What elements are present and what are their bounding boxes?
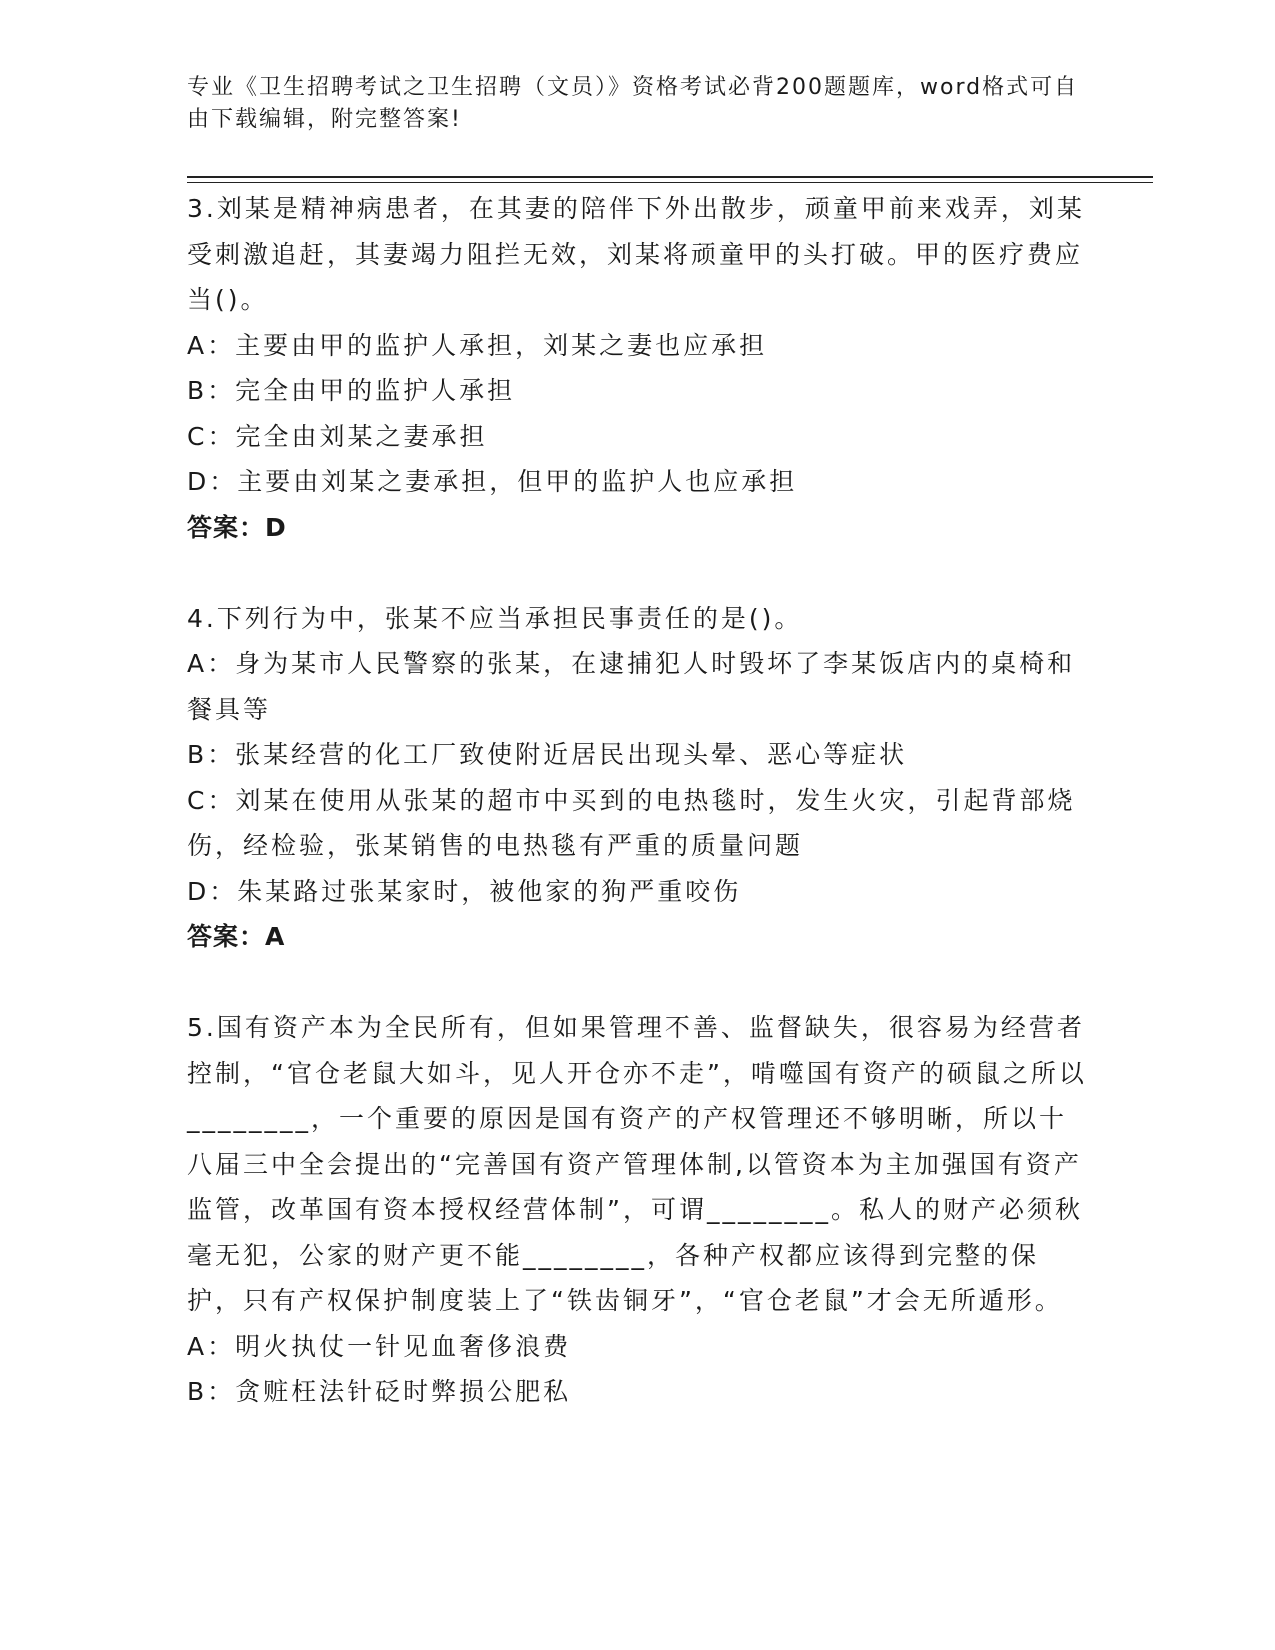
question-stem: 5.国有资产本为全民所有，但如果管理不善、监督缺失，很容易为经营者控制，“官仓老鼠大如斗，见人开仓亦不走”，啃噬国有资产的硕鼠之所以________，一个重要的原因是国有资产的产权管理还不够明晰，所以十八届三中全会提出的“完善国有资产管理体制,以管资本为主加强国有资产监管，改革国有资本授权经营体制”，可谓________。私人的财产必须秋毫无犯，公家的财产更不能________，各种产权都应该得到完整的保护，只有产权保护制度装上了“铁齿铜牙”，“官仓老鼠”才会无所遁形。 xyxy=(187,1013,1087,1315)
header-rule-thin xyxy=(187,182,1153,183)
option-a: A：主要由甲的监护人承担，刘某之妻也应承担 xyxy=(187,330,768,360)
header-rule-thick xyxy=(187,176,1153,178)
question-stem: 4.下列行为中，张某不应当承担民事责任的是()。 xyxy=(187,603,803,633)
option-c: C：完全由刘某之妻承担 xyxy=(187,421,488,451)
answer-line: 答案：A xyxy=(187,922,286,951)
question-list xyxy=(187,186,1087,1415)
option-d: D：主要由刘某之妻承担，但甲的监护人也应承担 xyxy=(187,467,798,496)
option-b: B：张某经营的化工厂致使附近居民出现头晕、恶心等症状 xyxy=(187,740,908,769)
page-header: 专业《卫生招聘考试之卫生招聘（文员）》资格考试必背200题题库，word格式可自由下载编辑，附完整答案! xyxy=(187,75,1079,132)
option-d: D：朱某路过张某家时，被他家的狗严重咬伤 xyxy=(187,876,742,906)
question-4 xyxy=(187,596,1087,960)
option-a: A：明火执仗一针见血奢侈浪费 xyxy=(187,1331,572,1361)
option-b: B：完全由甲的监护人承担 xyxy=(187,376,516,405)
option-c: C：刘某在使用从张某的超市中买到的电热毯时，发生火灾，引起背部烧伤，经检验，张某销售的电热毯有严重的质量问题 xyxy=(187,785,1076,860)
option-b: B：贪赃枉法针砭时弊损公肥私 xyxy=(187,1377,572,1406)
option-a: A：身为某市人民警察的张某，在逮捕犯人时毁坏了李某饭店内的桌椅和餐具等 xyxy=(187,649,1076,724)
question-3 xyxy=(187,186,1087,550)
answer-line: 答案：D xyxy=(187,512,287,542)
question-5 xyxy=(187,1005,1087,1415)
question-stem: 3.刘某是精神病患者，在其妻的陪伴下外出散步，顽童甲前来戏弄，刘某受刺激追赶，其妻竭力阻拦无效，刘某将顽童甲的头打破。甲的医疗费应当()。 xyxy=(187,194,1085,314)
